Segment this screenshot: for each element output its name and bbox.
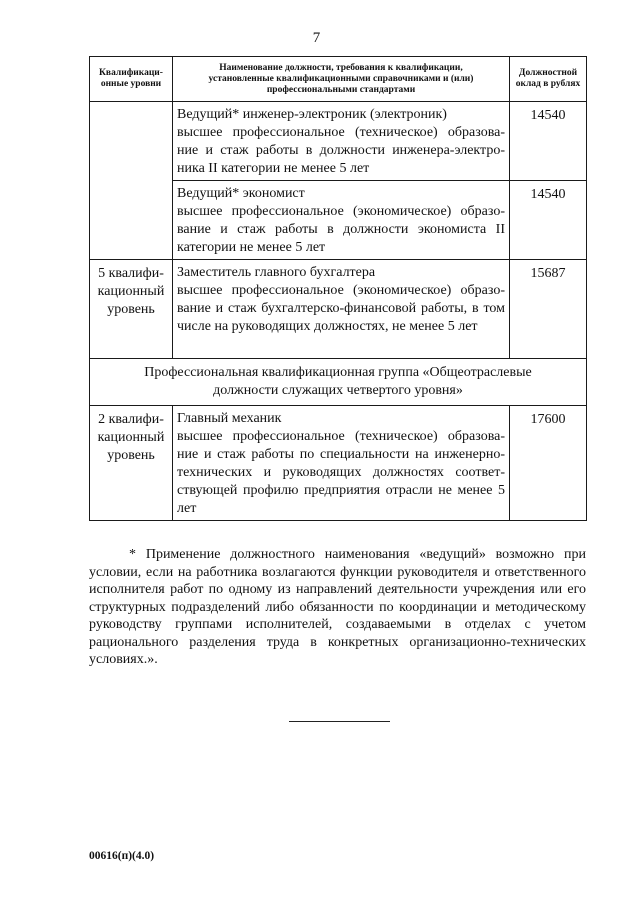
header-position: Наименование должности, требования к квалификации, установленные квалификационными справочниками и (или) профессиональными стандартами xyxy=(173,57,510,102)
position-requirements: высшее профессиональное (техническое) образова-ние и стаж работы по специальности на инженерно-технических и руководящих должностях соответ-ствующей профилю предприятия отрасли не менее 5 лет xyxy=(177,429,505,516)
header-level: Квалификаци-онные уровни xyxy=(90,57,173,102)
salary-table xyxy=(89,56,587,521)
footnote: * Применение должностного наименования «ведущий» возможно при условии, если на работника возлагаются функции руководителя и ответственного исполнителя работ по одному из направлений деятельности учреждения или его структурных подразделений либо обязанности по координации и методическому руководству группами исполнителей, создаваемыми в отделах с учетом рационального разделения труда в конкретных организационно-технических условиях.». xyxy=(89,547,586,667)
table-header-row xyxy=(90,57,587,102)
position-requirements: высшее профессиональное (экономическое) образо-вание и стаж работы в должности экономиста II категории не менее 5 лет xyxy=(177,204,505,255)
position-cell xyxy=(173,181,510,260)
level-cell xyxy=(90,102,173,260)
salary-value: 14540 xyxy=(510,181,587,260)
salary-value: 15687 xyxy=(510,260,587,359)
table-row xyxy=(90,260,587,359)
position-title: Ведущий* экономист xyxy=(177,186,305,201)
divider-line xyxy=(289,721,390,722)
salary-value: 14540 xyxy=(510,102,587,181)
group-header-row xyxy=(90,359,587,406)
salary-value: 17600 xyxy=(510,406,587,521)
header-salary: Должностной оклад в рублях xyxy=(510,57,587,102)
position-title: Заместитель главного бухгалтера xyxy=(177,265,376,280)
position-title: Главный механик xyxy=(177,411,282,426)
position-cell xyxy=(173,102,510,181)
position-cell xyxy=(173,260,510,359)
page-number: 7 xyxy=(312,30,321,46)
table-row xyxy=(90,406,587,521)
group-header: Профессиональная квалификационная группа «Общеотраслевые должности служащих четвертого уровня» xyxy=(90,359,587,406)
table-row xyxy=(90,102,587,181)
position-cell xyxy=(173,406,510,521)
position-requirements: высшее профессиональное (техническое) образова-ние и стаж работы в должности инженера-электро-ника II категории не менее 5 лет xyxy=(177,125,505,176)
position-title: Ведущий* инженер-электроник (электроник) xyxy=(177,107,447,122)
position-requirements: высшее профессиональное (экономическое) образо-вание и стаж бухгалтерско-финансовой работы, в том числе на руководящих должностях, не менее 5 лет xyxy=(177,283,505,334)
level-cell: 5 квалифи-кационный уровень xyxy=(90,260,173,359)
level-cell: 2 квалифи-кационный уровень xyxy=(90,406,173,521)
document-code: 00616(п)(4.0) xyxy=(89,850,155,862)
